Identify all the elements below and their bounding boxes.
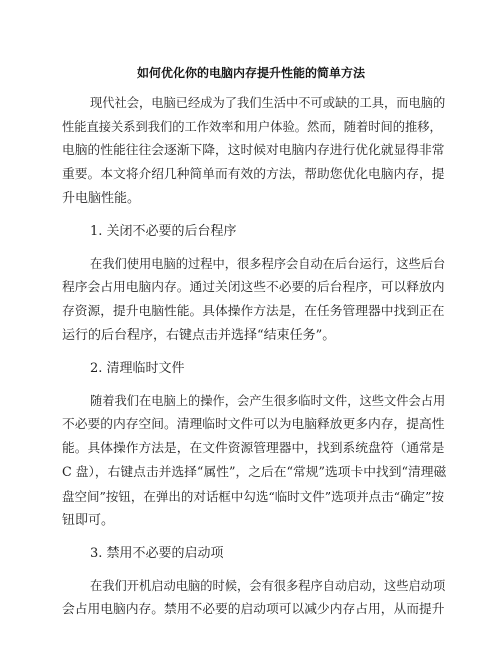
section-line: 会占用电脑内存。禁用不必要的启动项可以减少内存占用，从而提升 [62, 602, 445, 617]
section-heading: 2. 清理临时文件 [90, 361, 185, 376]
section-line: 在我们使用电脑的过程中，很多程序会自动在后台运行，这些后台 [90, 257, 446, 271]
section-heading: 1. 关闭不必要的后台程序 [90, 224, 237, 239]
section-line: 钮即可。 [62, 513, 115, 528]
section-line: 程序会占用电脑内存。通过关闭这些不必要的后台程序，可以释放内 [62, 280, 445, 295]
section-line: 运行的后台程序，右键点击并选择“结束任务”。 [62, 328, 336, 343]
section-line: 能。具体操作方法是，在文件资源管理器中，找到系统盘符（通常是 [62, 441, 445, 456]
intro-line: 重要。本文将介绍几种简单而有效的方法，帮助您优化电脑内存，提 [62, 167, 445, 182]
section-line: 存资源，提升电脑性能。具体操作方法是，在任务管理器中找到正在 [62, 304, 445, 319]
section-line: C 盘），右键点击并选择“属性”，之后在“常规”选项卡中找到“清理磁 [62, 465, 447, 480]
section-heading: 3. 禁用不必要的启动项 [90, 546, 224, 561]
document-title: 如何优化你的电脑内存提升性能的简单方法 [136, 66, 365, 80]
section-line: 随着我们在电脑上的操作，会产生很多临时文件，这些文件会占用 [90, 394, 446, 408]
section-line: 在我们开机启动电脑的时候，会有很多程序自动启动，这些启动项 [90, 579, 446, 593]
section-line: 盘空间”按钮，在弹出的对话框中勾选“临时文件”选项并点击“确定”按 [62, 489, 444, 504]
section-line: 不必要的内存空间。清理临时文件可以为电脑释放更多内存，提高性 [62, 417, 445, 432]
intro-line: 现代社会，电脑已经成为了我们生活中不可或缺的工具，而电脑的 [90, 96, 446, 110]
intro-line: 电脑的性能往往会逐渐下降，这时候对电脑内存进行优化就显得非常 [62, 143, 445, 158]
intro-line: 升电脑性能。 [62, 191, 141, 206]
intro-line: 性能直接关系到我们的工作效率和用户体验。然而，随着时间的推移， [62, 120, 442, 134]
